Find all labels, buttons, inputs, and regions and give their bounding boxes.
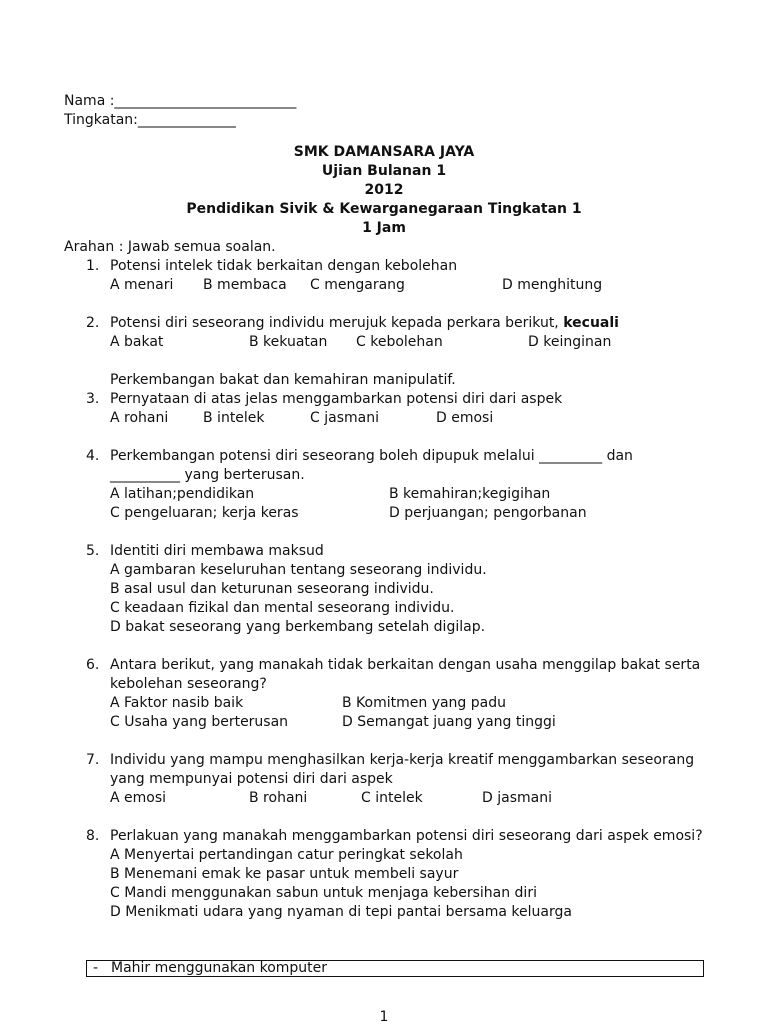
statement-text: Mahir menggunakan komputer [111, 960, 328, 976]
question-number: 6. [86, 657, 100, 673]
question-text: Individu yang mampu menghasilkan kerja-kerja kreatif menggambarkan seseorang [110, 752, 695, 768]
question-text-main: Potensi diri seseorang individu merujuk kepada perkara berikut, [110, 315, 564, 331]
option: D emosi [436, 410, 494, 426]
option: D keinginan [528, 334, 612, 350]
question-emphasis: kecuali [563, 315, 619, 331]
option: A rohani [110, 410, 169, 426]
question-text [110, 314, 619, 333]
option: C jasmani [310, 410, 379, 426]
option: C pengeluaran; kerja keras [110, 505, 299, 521]
question-number: 7. [86, 752, 100, 768]
option: A menari [110, 277, 174, 293]
question-stimulus: Perkembangan bakat dan kemahiran manipulatif. [110, 372, 456, 388]
option: B intelek [203, 410, 265, 426]
question-text: Pernyataan di atas jelas menggambarkan potensi diri dari aspek [110, 391, 563, 407]
option: B rohani [249, 790, 308, 806]
school-name: SMK DAMANSARA JAYA [293, 144, 475, 160]
question-text-cont: yang mempunyai potensi diri dari aspek [110, 771, 393, 787]
question-number: 3. [86, 391, 100, 407]
question-text: Perkembangan potensi diri seseorang boleh dipupuk melalui _________ dan [110, 448, 633, 464]
page-number: 1 [379, 1009, 389, 1025]
question-number: 2. [86, 315, 100, 331]
option: B Menemani emak ke pasar untuk membeli sayur [110, 866, 459, 882]
option: D bakat seseorang yang berkembang setelah digilap. [110, 619, 486, 635]
exam-title: Ujian Bulanan 1 [321, 163, 447, 179]
statement-bullet: - [93, 960, 99, 976]
question-number: 4. [86, 448, 100, 464]
option: D menghitung [502, 277, 603, 293]
option: B asal usul dan keturunan seseorang individu. [110, 581, 434, 597]
option: B kekuatan [249, 334, 328, 350]
subject-title: Pendidikan Sivik & Kewarganegaraan Tingkatan 1 [186, 201, 582, 217]
option: C mengarang [310, 277, 405, 293]
question-number: 5. [86, 543, 100, 559]
option: D jasmani [482, 790, 552, 806]
statement-box [86, 960, 704, 977]
option: A Menyertai pertandingan catur peringkat sekolah [110, 847, 463, 863]
question-text: Antara berikut, yang manakah tidak berkaitan dengan usaha menggilap bakat serta [110, 657, 701, 673]
option: A bakat [110, 334, 164, 350]
option: A gambaran keseluruhan tentang seseorang individu. [110, 562, 487, 578]
question-number: 8. [86, 828, 100, 844]
option: B Komitmen yang padu [342, 695, 506, 711]
question-text-cont: kebolehan seseorang? [110, 676, 267, 692]
question-text-cont: __________ yang berterusan. [110, 467, 305, 483]
option: B membaca [203, 277, 287, 293]
option: A emosi [110, 790, 167, 806]
option: C keadaan fizikal dan mental seseorang individu. [110, 600, 455, 616]
option: C intelek [361, 790, 423, 806]
instructions: Arahan : Jawab semua soalan. [64, 239, 276, 255]
exam-duration: 1 Jam [362, 220, 406, 236]
option: C Mandi menggunakan sabun untuk menjaga kebersihan diri [110, 885, 537, 901]
question-text: Perlakuan yang manakah menggambarkan potensi diri seseorang dari aspek emosi? [110, 828, 703, 844]
option: D Menikmati udara yang nyaman di tepi pantai bersama keluarga [110, 904, 572, 920]
option: D Semangat juang yang tinggi [342, 714, 556, 730]
exam-year: 2012 [364, 182, 404, 198]
tingkatan-field: Tingkatan:______________ [64, 112, 236, 128]
option: D perjuangan; pengorbanan [389, 505, 587, 521]
question-number: 1. [86, 258, 100, 274]
option: C kebolehan [356, 334, 443, 350]
option: A latihan;pendidikan [110, 486, 255, 502]
question-text: Potensi intelek tidak berkaitan dengan kebolehan [110, 258, 458, 274]
option: C Usaha yang berterusan [110, 714, 289, 730]
question-text: Identiti diri membawa maksud [110, 543, 324, 559]
option: A Faktor nasib baik [110, 695, 244, 711]
nama-field: Nama :__________________________ [64, 93, 297, 109]
option: B kemahiran;kegigihan [389, 486, 551, 502]
